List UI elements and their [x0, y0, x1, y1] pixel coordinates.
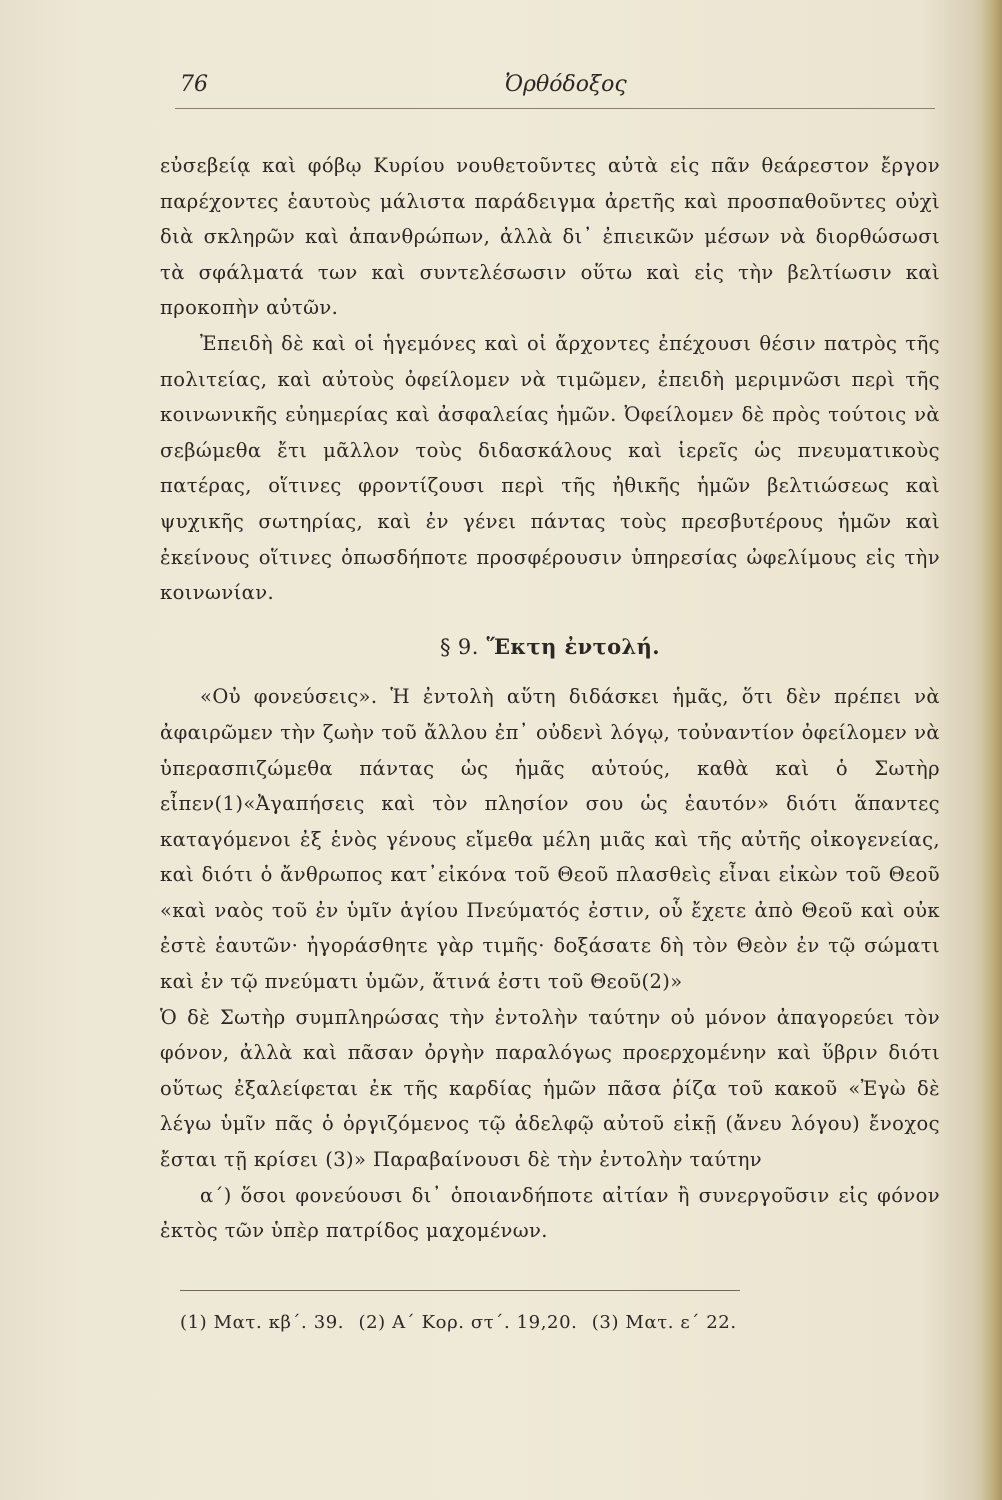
paragraph-2: Ἐπειδὴ δὲ καὶ οἱ ἡγεμόνες καὶ οἱ ἄρχοντες ἐπέχουσι θέσιν πατρὸς τῆς πολιτείας, καὶ αὐτοὺς ὀφείλομεν νὰ τιμῶμεν, ἐπειδὴ μεριμνῶσι περὶ τῆς κοινωνικῆς εὐημερίας καὶ ἀσφαλείας ἡμῶν. Ὀφείλομεν δὲ πρὸς τούτοις νὰ σεβώμεθα ἔτι μᾶλλον τοὺς διδασκάλους καὶ ἱερεῖς ὡς πνευματικοὺς πατέρας, οἵτινες φροντίζουσι περὶ τῆς ἠθικῆς ἡμῶν βελτιώσεως καὶ ψυχικῆς σωτηρίας, καὶ ἐν γένει πάντας τοὺς πρεσβυτέρους ἡμῶν καὶ ἐκείνους οἵτινες ὁπωσδήποτε προσφέρουσιν ὑπηρεσίας ὠφελίμους εἰς τὴν κοινωνίαν.	[160, 331, 940, 605]
page-header	[170, 72, 930, 102]
footnote-3: (3) Ματ. ε΄ 22.	[591, 1312, 737, 1333]
section-title: Ἕκτη ἐντολή.	[486, 633, 661, 659]
paragraph-4: Ὁ δὲ Σωτὴρ συμπληρώσας τὴν ἐντολὴν ταύτην οὐ μόνον ἀπαγορεύει τὸν φόνον, ἀλλὰ καὶ πᾶσαν ὀργὴν παραλόγως προερχομένην καὶ ὕβριν διότι οὕτως ἐξαλείφεται ἐκ τῆς καρδίας ἡμῶν πᾶσα ῥίζα τοῦ κακοῦ «Ἐγὼ δὲ λέγω ὑμῖν πᾶς ὁ ὀργιζόμενος τῷ ἀδελφῷ αὐτοῦ εἰκῇ (ἄνευ λόγου) ἔνοχος ἔσται τῇ κρίσει (3)» Παραβαίνουσι δὲ τὴν ἐντολὴν ταύτην	[160, 1005, 940, 1172]
running-title: Ὀρθόδοξος	[505, 72, 627, 97]
section-number: § 9.	[439, 634, 479, 659]
footnote-rule	[180, 1290, 740, 1291]
paragraph-1: εὐσεβείᾳ καὶ φόβῳ Κυρίου νουθετοῦντες αὐτὰ εἰς πᾶν θεάρεστον ἔργον παρέχοντες ἑαυτοὺς μάλιστα παράδειγμα ἀρετῆς καὶ προσπαθοῦντες οὐχὶ διὰ σκληρῶν καὶ ἀπανθρώπων, ἀλλὰ δι᾽ ἐπιεικῶν μέσων νὰ διορθώσωσι τὰ σφάλματά των καὶ συντελέσωσιν οὕτω καὶ εἰς τὴν βελτίωσιν καὶ προκοπὴν αὐτῶν.	[160, 154, 940, 320]
body-text	[160, 148, 940, 1249]
list-item-a: α΄) ὅσοι φονεύουσι δι᾽ ὁποιανδήποτε αἰτίαν ἢ συνεργοῦσιν εἰς φόνον ἐκτὸς τῶν ὑπὲρ πατρίδος μαχομένων.	[160, 1183, 940, 1243]
paragraph-3: «Οὐ φονεύσεις». Ἡ ἐντολὴ αὕτη διδάσκει ἡμᾶς, ὅτι δὲν πρέπει νὰ ἀφαιρῶμεν τὴν ζωὴν τοῦ ἄλλου ἐπ᾽ οὐδενὶ λόγῳ, τοὐναντίον ὀφείλομεν νὰ ὑπερασπιζώμεθα πάντας ὡς ἡμᾶς αὐτούς, καθὰ καὶ ὁ Σωτὴρ εἶπεν(1)«Ἀγαπήσεις καὶ τὸν πλησίον σου ὡς ἑαυτόν» διότι ἅπαντες καταγόμενοι ἐξ ἑνὸς γένους εἴμεθα μέλη μιᾶς καὶ τῆς αὐτῆς οἰκογενείας, καὶ διότι ὁ ἄνθρωπος κατ᾽εἰκόνα τοῦ Θεοῦ πλασθεὶς εἶναι εἰκὼν τοῦ Θεοῦ «καὶ ναὸς τοῦ ἐν ὑμῖν ἁγίου Πνεύματός ἐστιν, οὗ ἔχετε ἀπὸ Θεοῦ καὶ οὐκ ἐστὲ ἑαυτῶν· ἠγοράσθητε γὰρ τιμῆς· δοξάσατε δὴ τὸν Θεὸν ἐν τῷ σώματι καὶ ἐν τῷ πνεύματι ὑμῶν, ἅτινά ἐστι τοῦ Θεοῦ(2)»	[160, 685, 940, 994]
header-rule	[175, 108, 935, 109]
page-number: 76	[180, 72, 208, 97]
footnote-2: (2) Α΄ Κορ. στ΄. 19,20.	[358, 1312, 578, 1333]
footnote-1: (1) Ματ. κβ΄. 39.	[180, 1312, 345, 1333]
page-edge	[980, 0, 1002, 1500]
section-heading	[160, 629, 940, 666]
footnotes	[180, 1312, 940, 1333]
